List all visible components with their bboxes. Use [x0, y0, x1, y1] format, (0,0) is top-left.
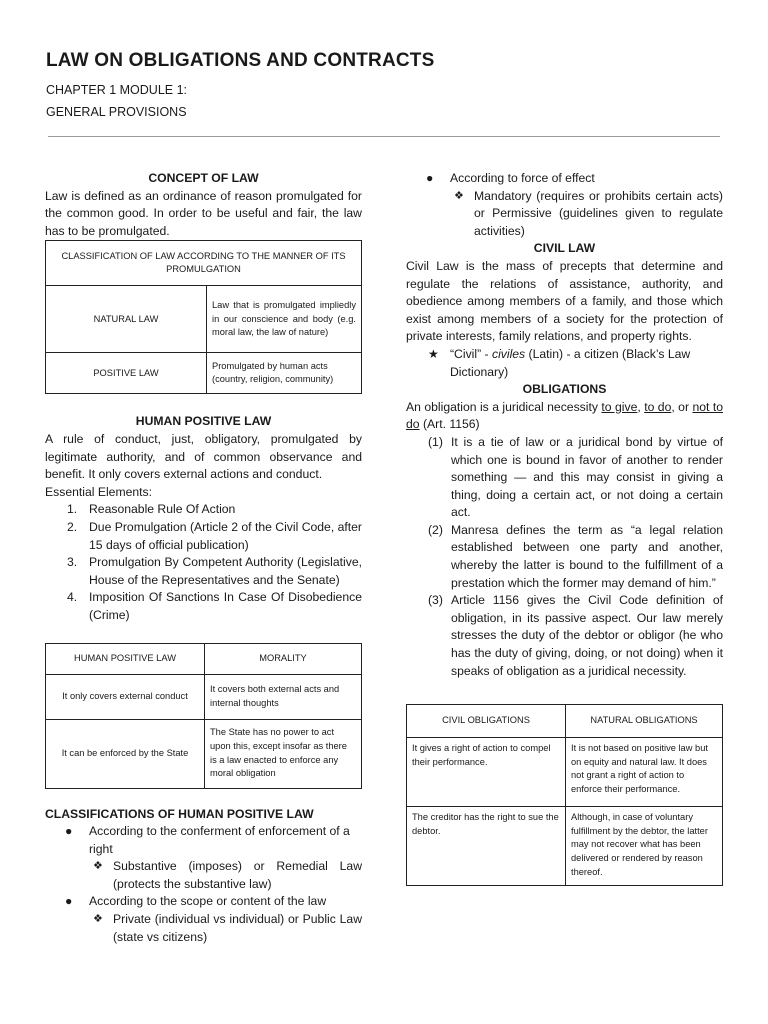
list-item: (1) It is a tie of law or a juridical bond by virtue of which one is bound in favor of another to render something — and this may consist in giving a thing, doing a certain act, or not doing a certain act.	[428, 434, 723, 520]
obligations-intro: An obligation is a juridical necessity to give, to do, or not to do (Art. 1156)	[406, 399, 723, 432]
table-cell: Although, in case of voluntary fulfillment by the debtor, the latter may not recover what has been delivered or rendered by reason thereof.	[566, 807, 723, 886]
table-cell: NATURAL LAW	[46, 286, 207, 353]
list-item: (2) Manresa defines the term as “a legal relation established between one party and another, whereby the latter is bound to the fulfillment of a prestation which the former may demand of him.”	[428, 522, 723, 590]
dot-bullet-icon: ●	[65, 894, 73, 909]
list-item: ● According to the conferment of enforcement of a right	[65, 824, 350, 856]
table-header: NATURAL OBLIGATIONS	[566, 705, 723, 738]
list-item: ★ “Civil” - civiles (Latin) - a citizen (Black’s Law Dictionary)	[428, 346, 691, 379]
table-cell: Law that is promulgated impliedly in our conscience and body (e.g. moral law, the law of nature)	[207, 286, 362, 353]
list-item: ❖ Substantive (imposes) or Remedial Law (protects the substantive law)	[93, 859, 362, 891]
left-column	[45, 170, 362, 946]
table-cell: It is not based on positive law but on equity and natural law. It does not grant a right of action to enforce their performance.	[566, 738, 723, 807]
diamond-bullet-icon: ❖	[93, 913, 103, 926]
list-item: (3) Article 1156 gives the Civil Code definition of obligation, in its passive aspect. Our law merely stresses the duty of the debtor or obligor (he who has the duty of giving, doing, or not doing) when it speaks of obligation as a juridical necessity.	[428, 593, 723, 678]
elements-list	[45, 501, 362, 624]
chapter-label: CHAPTER 1 MODULE 1:	[46, 83, 188, 97]
list-item: 2. Due Promulgation (Article 2 of the Civil Code, after 15 days of official publication)	[67, 519, 362, 552]
civil-text: Civil Law is the mass of precepts that determine and regulate the relations of assistance, authority, and obedience among members of a family, and those which exist among members of a society for the protection of private interests, family relations, and property rights.	[406, 258, 723, 344]
dot-bullet-icon: ●	[426, 171, 434, 185]
classification-caption: CLASSIFICATION OF LAW ACCORDING TO THE MANNER OF ITS PROMULGATION	[46, 241, 362, 286]
list-item: ❖ Private (individual vs individual) or Public Law (state vs citizens)	[93, 912, 362, 944]
right-column	[406, 170, 723, 886]
table-cell: The creditor has the right to sue the debtor.	[407, 807, 566, 886]
table-header: MORALITY	[205, 643, 362, 674]
table-cell: It gives a right of action to compel their performance.	[407, 738, 566, 807]
table-header: HUMAN POSITIVE LAW	[46, 643, 205, 674]
dot-bullet-icon: ●	[65, 824, 73, 839]
list-item: ● According to force of effect	[406, 170, 723, 188]
hpl-text: A rule of conduct, just, obligatory, promulgated by legitimate authority, and of common observance and benefit. It only covers external actions and conduct.	[45, 431, 362, 482]
table-cell: The State has no power to act upon this, except insofar as there is a law enacted to enforce any moral obligation	[205, 719, 362, 788]
list-item: ❖ Mandatory (requires or prohibits certain acts) or Permissive (guidelines given to regulate activities)	[454, 188, 723, 238]
diamond-bullet-icon: ❖	[93, 860, 103, 873]
star-bullet-icon: ★	[428, 346, 439, 361]
table-cell: It only covers external conduct	[46, 674, 205, 719]
comparison-table	[45, 643, 362, 789]
table-cell: POSITIVE LAW	[46, 353, 207, 394]
concept-heading: CONCEPT OF LAW	[148, 171, 259, 185]
list-item: 3. Promulgation By Competent Authority (Legislative, House of the Representatives and the Senate)	[67, 555, 362, 587]
table-cell: It can be enforced by the State	[46, 719, 205, 788]
list-item: 1. Reasonable Rule Of Action	[67, 502, 236, 517]
diamond-bullet-icon: ❖	[454, 189, 464, 202]
classifications-heading: CLASSIFICATIONS OF HUMAN POSITIVE LAW	[45, 806, 314, 821]
table-cell: It covers both external acts and internal thoughts	[205, 674, 362, 719]
list-item: 4. Imposition Of Sanctions In Case Of Disobedience (Crime)	[67, 590, 362, 622]
elements-label: Essential Elements:	[45, 484, 153, 499]
hpl-heading: HUMAN POSITIVE LAW	[135, 414, 272, 429]
concept-text: Law is defined as an ordinance of reason promulgated for the common good. In order to be useful and fair, the law has to be promulgated.	[45, 188, 362, 238]
list-item: ● According to the scope or content of the law	[45, 893, 362, 911]
header-divider	[48, 136, 720, 137]
page-title: LAW ON OBLIGATIONS AND CONTRACTS	[46, 50, 435, 71]
table-cell: Promulgated by human acts (country, religion, community)	[207, 353, 362, 394]
obligations-heading: OBLIGATIONS	[522, 382, 607, 397]
section-label: GENERAL PROVISIONS	[46, 105, 187, 119]
obligations-table	[406, 704, 723, 886]
civil-heading: CIVIL LAW	[533, 241, 596, 256]
classification-table	[45, 240, 362, 394]
table-header: CIVIL OBLIGATIONS	[407, 705, 566, 738]
